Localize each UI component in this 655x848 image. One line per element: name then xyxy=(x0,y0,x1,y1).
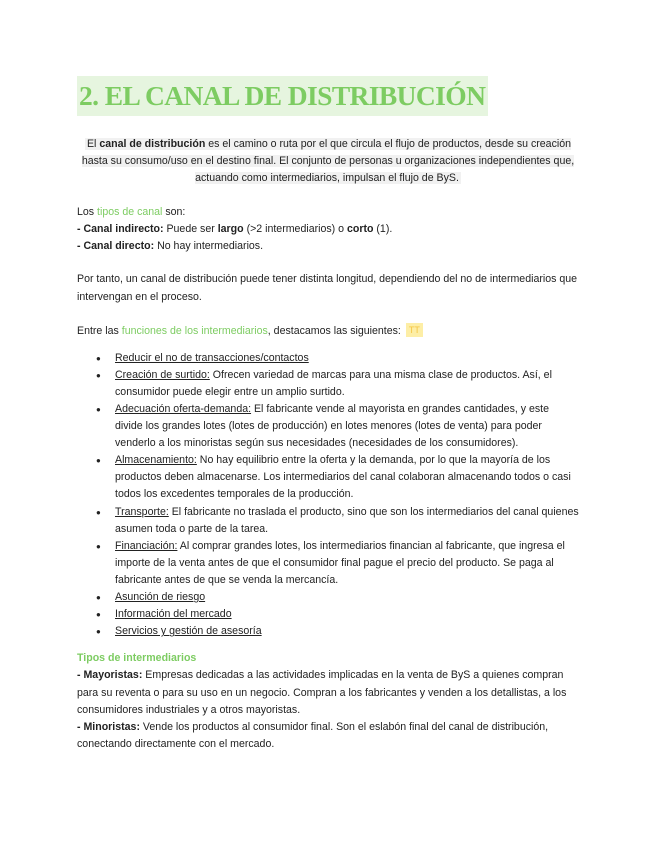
intro-text-pre: El xyxy=(86,137,100,150)
intro-paragraph xyxy=(77,136,579,187)
channel-types-lead xyxy=(77,204,579,221)
channel-indirect-text-b: (>2 intermediarios) o xyxy=(243,223,347,236)
channel-direct xyxy=(77,238,579,255)
function-term: Transporte: xyxy=(115,505,169,518)
longitud-paragraph: Por tanto, un canal de distribución puede tener distinta longitud, dependiendo del no de intermediarios que intervengan en el proceso. xyxy=(77,273,578,303)
function-text: El fabricante no traslada el producto, sino que son los intermediarios del canal quienes asumen toda o parte de la tarea. xyxy=(115,505,579,535)
channel-types-highlight: tipos de canal xyxy=(97,206,163,219)
function-text: No hay equilibrio entre la oferta y la demanda, por lo que la mayoría de los productos deben almacenarse. Los intermediarios del canal colaboran almacenando todos o casi todos los excedentes temporales de la producción. xyxy=(115,454,571,501)
list-item xyxy=(77,623,579,640)
function-term: Almacenamiento: xyxy=(115,454,197,467)
list-item xyxy=(77,504,579,538)
list-item xyxy=(77,367,579,401)
list-item xyxy=(77,452,579,503)
mayoristas-text: Empresas dedicadas a las actividades implicadas en la venta de ByS a quienes compran para su reventa o para su uso en un negocio. Compran a los fabricantes y venden a los detallistas, a los consumidores industriales y a otros mayoristas. xyxy=(77,669,567,716)
intro-highlight xyxy=(82,138,574,184)
channel-indirect xyxy=(77,221,579,238)
intro-text-post: es el camino o ruta por el que circula el flujo de productos, desde su creación hasta su consumo/uso en el destino final. El conjunto de personas u organizaciones independientes que, actuando como intermediarios, impulsan el flujo de ByS. xyxy=(81,137,575,185)
function-term: Creación de surtido: xyxy=(115,368,210,381)
minoristas-paragraph xyxy=(77,719,579,753)
bullet-icon: ● xyxy=(96,370,101,380)
tt-badge: TT xyxy=(406,323,423,337)
functions-intro xyxy=(77,323,579,340)
function-text: Al comprar grandes lotes, los intermediarios financian al fabricante, que ingresa el importe de la venta antes de que el consumidor final pague el precio del producto. Se paga al fabricante antes de que se venda la mercancía. xyxy=(115,539,565,586)
page-title: 2. EL CANAL DE DISTRIBUCIÓN xyxy=(77,76,488,116)
channel-types xyxy=(77,204,579,255)
bullet-icon: ● xyxy=(96,541,101,551)
functions-intro-highlight: funciones de los intermediarios xyxy=(121,324,268,337)
minoristas-label: - Minoristas: xyxy=(77,720,140,733)
bullet-icon: ● xyxy=(96,610,101,620)
channel-indirect-text-c: (1). xyxy=(373,223,393,236)
bullet-icon: ● xyxy=(96,593,101,603)
list-item xyxy=(77,401,579,452)
list-item xyxy=(77,589,579,606)
channel-direct-label: - Canal directo: xyxy=(77,240,155,253)
minoristas-text: Vende los productos al consumidor final. Son el eslabón final del canal de distribución, conectando directamente con el mercado. xyxy=(77,720,549,750)
function-term: Financiación: xyxy=(115,539,178,552)
function-term: Servicios y gestión de asesoría xyxy=(115,625,262,638)
mayoristas-label: - Mayoristas: xyxy=(77,669,143,682)
function-text: El fabricante vende al mayorista en grandes cantidades, y este divide los grandes lotes (lotes de producción) en lotes menores (lotes de venta) para poder venderlo a los minoristas según sus necesidades (necesidades de los consumidores). xyxy=(115,403,550,450)
function-term: Reducir el no de transacciones/contactos xyxy=(115,351,309,364)
channel-indirect-corto: corto xyxy=(346,223,374,236)
bullet-icon: ● xyxy=(96,353,101,363)
bullet-icon: ● xyxy=(96,456,101,466)
channel-direct-text: No hay intermediarios. xyxy=(154,240,264,253)
intermediaries-heading: Tipos de intermediarios xyxy=(77,652,197,665)
functions-intro-post: , destacamos las siguientes: xyxy=(267,324,404,337)
channel-indirect-largo: largo xyxy=(217,223,244,236)
function-text: Ofrecen variedad de marcas para una misma clase de productos. Así, el consumidor puede elegir entre un amplio surtido. xyxy=(115,368,552,398)
channel-indirect-text-a: Puede ser xyxy=(163,223,218,236)
channel-types-lead-post: son: xyxy=(162,206,186,219)
function-term: Asunción de riesgo xyxy=(115,591,206,604)
channel-types-lead-pre: Los xyxy=(77,206,98,219)
bullet-icon: ● xyxy=(96,405,101,414)
functions-list xyxy=(77,350,579,641)
channel-indirect-label: - Canal indirecto: xyxy=(77,223,164,236)
mayoristas-paragraph xyxy=(77,667,579,718)
function-term: Información del mercado xyxy=(115,608,232,621)
function-term: Adecuación oferta-demanda: xyxy=(115,403,252,415)
functions-intro-pre: Entre las xyxy=(77,324,122,337)
list-item xyxy=(77,538,579,589)
bullet-icon: ● xyxy=(96,627,101,637)
intro-term: canal de distribución xyxy=(99,137,206,150)
list-item xyxy=(77,606,579,623)
list-item xyxy=(77,350,579,367)
bullet-icon: ● xyxy=(96,507,101,517)
